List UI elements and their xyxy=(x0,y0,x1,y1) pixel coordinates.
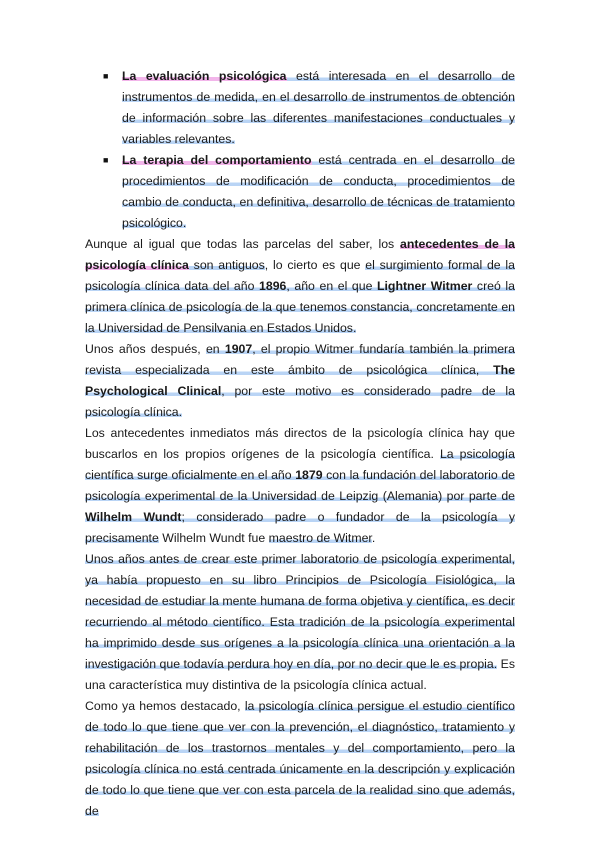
text-run: La psicología científica surge oficialmente en el año xyxy=(85,447,516,482)
square-bullet-icon: ■ xyxy=(103,155,109,165)
text-run: el surgimiento formal de la psicología clínica data del año xyxy=(85,258,515,293)
text-run: con la fundación del laboratorio de psicología experimental de la Universidad de Leipzig (Alemania) por parte de xyxy=(85,468,516,503)
text-run: la psicología clínica persigue el estudio científico de todo lo que tiene que ver con la prevención, el diagnóstico, tratamiento y rehabilitación de los trastornos mentales y del comportamiento, pero la psicología clínica no está centrada únicamente en la descripción y explicación de todo lo que tiene que ver con esta parcela de la realidad sino que además, de xyxy=(85,699,515,818)
bullet-term: La terapia del comportamiento xyxy=(122,153,312,167)
text-run: Aunque al igual que todas las parcelas del saber, los xyxy=(85,237,401,251)
text-run: Unos años antes de crear este primer laboratorio de psicología experimental, ya había propuesto en su libro Principios de Psicología Fisiológica, la necesidad de estudiar la mente humana de forma objetiva y científica, es decir recurriendo al método científico. Esta tradición de la psicología experimental ha imprimido desde sus orígenes a la psicología clínica una orientación a la investigación que todavía perdura hoy en día, por no decir que le es propia. xyxy=(85,552,515,671)
text-run: Los antecedentes inmediatos más directos de la psicología clínica hay que buscarlos en los propios orígenes de la psicología científica. xyxy=(85,426,515,461)
year: 1907 xyxy=(224,342,253,356)
journal-name: The Psychological Clinical xyxy=(85,363,515,398)
square-bullet-icon: ■ xyxy=(103,71,109,81)
text-run: , año en el que xyxy=(286,279,377,293)
text-run: Es una característica muy distintiva de la psicología clínica actual. xyxy=(85,657,515,692)
text-run: , el propio Witmer fundaría también la primera revista especializada en este ámbito de psicológica clínica, xyxy=(85,342,515,377)
bullet-list xyxy=(85,66,515,234)
text-run: Como ya hemos destacado, xyxy=(85,699,245,713)
paragraph-wundt-principios xyxy=(85,549,515,696)
text-run: creó la primera clínica de psicología de la que tenemos constancia, concretamente en la Universidad de Pensilvania en Estados Unidos. xyxy=(85,279,516,335)
text-run: maestro de Witmer xyxy=(268,531,372,545)
bold-term: antecedentes de la psicología clínica xyxy=(85,237,515,272)
text-run: son antiguos xyxy=(188,258,265,272)
bullet-item-evaluacion xyxy=(103,66,515,150)
bullet-text: está interesada en el desarrollo de instrumentos de medida, en el desarrollo de instrumentos de obtención de información sobre las diferentes manifestaciones conductuales y variables relevantes. xyxy=(122,69,515,146)
text-run: ; considerado padre o fundador de la psicología y precisamente xyxy=(85,510,515,545)
bullet-item-terapia xyxy=(103,150,515,234)
text-run: , por este motivo es considerado padre de la psicología clínica. xyxy=(85,384,515,419)
year: 1896 xyxy=(259,279,287,293)
bullet-term: La evaluación psicológica xyxy=(122,69,287,83)
year: 1879 xyxy=(295,468,323,482)
text-run: Unos años después, xyxy=(85,342,206,356)
text-run: en xyxy=(205,342,225,356)
person-name: Lightner Witmer xyxy=(377,279,473,293)
paragraph-psicologia-clinica xyxy=(85,696,515,822)
text-run: Wilhelm Wundt fue xyxy=(158,531,269,545)
bullet-text: está centrada en el desarrollo de procedimientos de modificación de conducta, procedimientos de cambio de conducta, en definitiva, desarrollo de técnicas de tratamiento psicológico. xyxy=(122,153,515,230)
paragraph-antecedentes xyxy=(85,234,515,339)
paragraph-antecedentes-inmediatos xyxy=(85,423,515,549)
text-run: . xyxy=(371,531,376,545)
paragraph-witmer-revista xyxy=(85,339,515,423)
person-name: Wilhelm Wundt xyxy=(85,510,182,524)
document-body xyxy=(85,66,515,822)
text-run: , lo cierto es que xyxy=(264,258,366,272)
